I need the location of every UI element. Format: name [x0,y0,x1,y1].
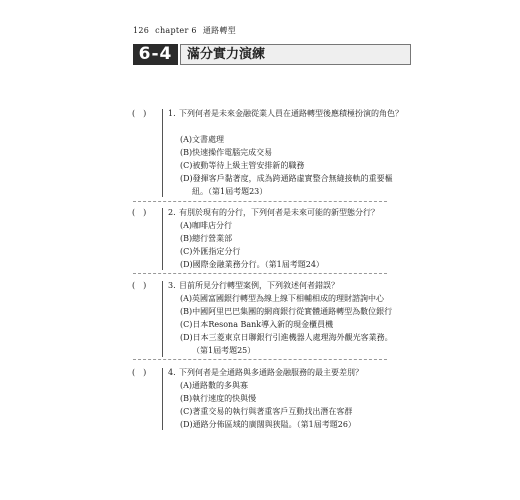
option-c: (C)著重交易的執行與著重客戶互動找出潛在客群 [180,407,353,416]
answer-blank: ( ) [132,109,147,118]
option-a: (A)英國富國銀行轉型為線上線下相輔相成的理財諮詢中心 [180,294,385,303]
question-divider [162,368,163,430]
question-1 [132,107,422,199]
option-b: (B)快速操作電腦完成交易 [180,148,273,157]
option-a: (A)通路數的多與寡 [180,381,249,390]
page-header [133,25,236,36]
section-title: 滿分實力演練 [180,44,411,65]
answer-blank: ( ) [132,368,147,377]
option-b: (B)執行速度的快與慢 [180,394,257,403]
option-d: (D)發揮客戶黏著度，成為跨通路虛實整合無縫接軌的重要樞 [180,174,393,183]
question-separator [133,201,387,202]
option-list [180,133,420,198]
question-3 [132,279,422,359]
option-d: (D)日本三菱東京日聯銀行引進機器人處理海外觀光客業務。 [180,333,393,342]
option-c: (C)日本Resona Bank導入新的現金櫃員機 [180,320,334,329]
option-a: (A)文書處理 [180,135,225,144]
question-stem: 下列何者是全通路與多通路金融服務的最主要差別？ [179,368,363,377]
option-a: (A)咖啡店分行 [180,221,233,230]
question-number: 1. [168,109,176,118]
question-separator [133,359,387,360]
question-number: 4. [168,368,176,377]
question-number: 2. [168,208,176,217]
question-2 [132,206,422,274]
option-d-continuation: 紐。（第1屆考題23） [192,187,268,196]
answer-blank: ( ) [132,208,147,217]
answer-blank: ( ) [132,281,147,290]
question-number: 3. [168,281,176,290]
option-c: (C)外匯指定分行 [180,247,241,256]
question-4 [132,366,422,434]
option-b: (B)總行營業部 [180,234,233,243]
question-stem: 下列何者是未來金融從業人員在通路轉型後應積極扮演的角色？ [179,109,403,118]
chapter-label: chapter 6 [155,26,197,35]
option-list [180,219,420,271]
option-c: (C)被動等待上級主管安排新的職務 [180,161,305,170]
option-d-continuation: （第1屆考題25） [192,346,256,355]
page-number: 126 [133,26,150,35]
question-separator [133,273,387,274]
option-b: (B)中國阿里巴巴集團的網商銀行從實體通路轉型為數位銀行 [180,307,393,316]
option-d: (D)國際金融業務分行。（第1屆考題24） [180,260,324,269]
question-divider [162,281,163,357]
option-list [180,379,420,431]
question-divider [162,208,163,270]
option-d: (D)通路分佈區域的廣闊與狹隘。（第1屆考題26） [180,420,356,429]
section-heading [133,44,411,65]
question-divider [162,109,163,197]
option-list [180,292,420,357]
question-stem: 有別於現有的分行，下列何者是未來可能的新型態分行？ [179,208,379,217]
chapter-title: 通路轉型 [202,26,237,35]
section-number: 6-4 [133,44,178,65]
question-stem: 目前所見分行轉型案例，下列敘述何者錯誤？ [179,281,339,290]
